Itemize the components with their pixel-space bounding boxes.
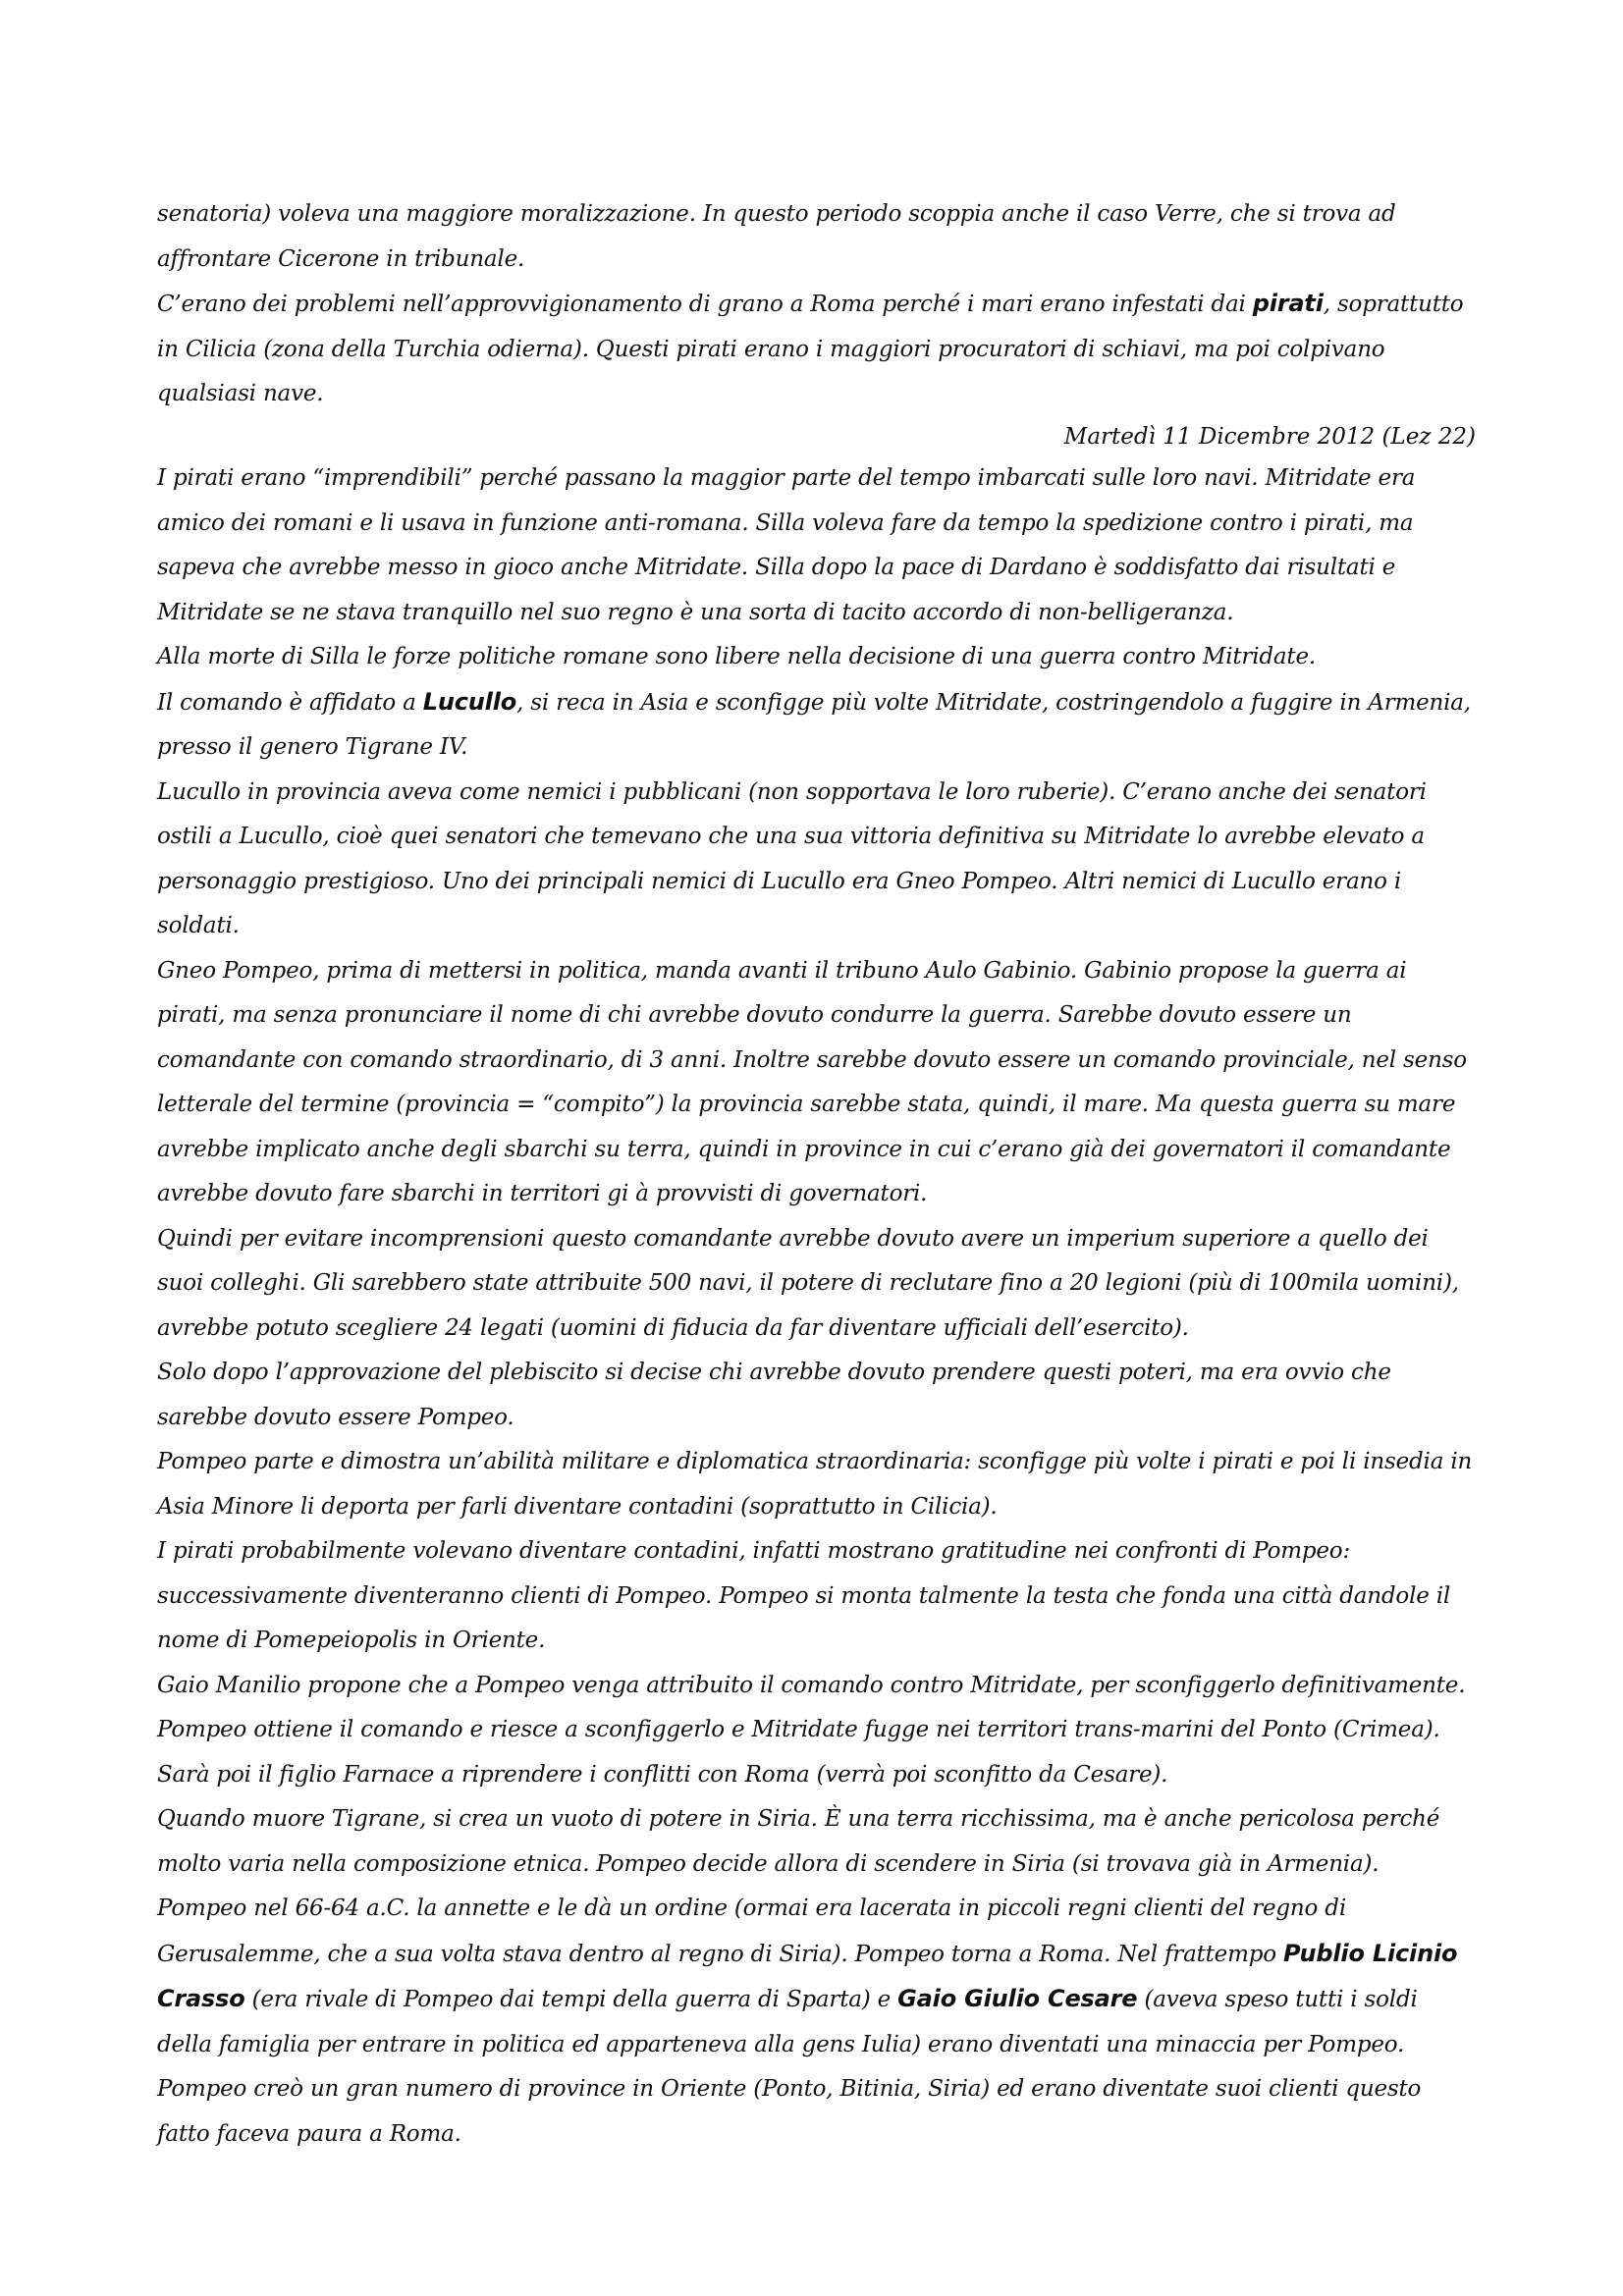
paragraph: Quindi per evitare incomprensioni questo comandante avrebbe dovuto avere un imperium superiore a quello dei suoi colleghi. Gli sarebbero state attribuite 500 navi, il potere di reclutare fino a 20 legioni (più di 100mila uomini), avrebbe potuto scegliere 24 legati (uomini di fiducia da far diventare ufficiali dell’esercito). [157,1225,1459,1341]
text-run: Quando muore Tigrane, si crea un vuoto di potere in Siria. È una terra ricchissima, ma è anche pericolosa perché molto varia nella composizione etnica. Pompeo decide allora di scendere in Siria (si trovava già in Armenia). Pompeo nel 66-64 a.C. la annette e le dà un ordine (ormai era lacerata in piccoli regni clienti del regno di Gerusalemme, che a sua volta stava dentro al regno di Siria). Pompeo torna a Roma. Nel frattempo [157,1806,1440,1967]
paragraph: Gaio Manilio propone che a Pompeo venga attribuito il comando contro Mitridate, per sconfiggerlo definitivamente. Pompeo ottiene il comando e riesce a sconfiggerlo e Mitridate fugge nei territori trans-marini del Ponto (Crimea). Sarà poi il figlio Farnace a riprendere i conflitti con Roma (verrà poi sconfitto da Cesare). [157,1672,1466,1788]
text-run: , si reca in Asia e sconfigge più volte Mitridate, costringendolo a fuggire in Armenia, presso il genero Tigrane IV. [157,689,1471,760]
paragraph: Pompeo parte e dimostra un’abilità militare e diplomatica straordinaria: sconfigge più volte i pirati e poi li insedia in Asia Minore li deporta per farli diventare contadini (soprattutto in Cilicia). [157,1449,1473,1520]
paragraph: I pirati probabilmente volevano diventare contadini, infatti mostrano gratitudine nei confronti di Pompeo: successivamente diventeranno clienti di Pompeo. Pompeo si monta talmente la testa che fonda una città dandole il nome di Pomepeiopolis in Oriente. [157,1538,1451,1653]
text-run: (era rivale di Pompeo dai tempi della guerra di Sparta) e [244,1987,898,2012]
bold-term: pirati [1252,290,1324,317]
paragraph [157,282,1473,417]
paragraph: I pirati erano “imprendibili” perché passano la maggior parte del tempo imbarcati sulle loro navi. Mitridate era amico dei romani e li usava in funzione anti-romana. Silla voleva fare da tempo la spedizione contro i pirati, ma sapeva che avrebbe messo in gioco anche Mitridate. Silla dopo la pace di Dardano è soddisfatto dai risultati e Mitridate se ne stava tranquillo nel suo regno è una sorta di tacito accordo di non-belligeranza. [157,465,1416,625]
paragraph: Alla morte di Silla le forze politiche romane sono libere nella decisione di una guerra contro Mitridate. [157,644,1316,669]
paragraph: Gneo Pompeo, prima di mettersi in politica, manda avanti il tribuno Aulo Gabinio. Gabinio propose la guerra ai pirati, ma senza pronunciare il nome di chi avrebbe dovuto condurre la guerra. Sarebbe dovuto essere un comandante con comando straordinario, di 3 anni. Inoltre sarebbe dovuto essere un comando provinciale, nel senso letterale del termine (provincia = “compito”) la provincia sarebbe stata, quindi, il mare. Ma questa guerra su mare avrebbe implicato anche degli sbarchi su terra, quindi in province in cui c’erano già dei governatori il comandante avrebbe dovuto fare sbarchi in territori gi à provvisti di governatori. [157,957,1467,1206]
text-run: (aveva speso tutti i soldi della famiglia per entrare in politica ed apparteneva alla gens Iulia) erano diventati una minaccia per Pompeo. [157,1987,1418,2057]
paragraph: Lucullo in provincia aveva come nemici i pubblicani (non sopportava le loro ruberie). C’erano anche dei senatori ostili a Lucullo, cioè quei senatori che temevano che una sua vittoria definitiva su Mitridate lo avrebbe elevato a personaggio prestigioso. Uno dei principali nemici di Lucullo era Gneo Pompeo. Altri nemici di Lucullo erano i soldati. [157,778,1427,938]
text-run: Il comando è affidato a [157,689,423,716]
lecture-date: Martedì 11 Dicembre 2012 (Lez 22) [1063,424,1476,450]
paragraph [157,1797,1473,2067]
bold-term: Gaio Giulio Cesare [897,1985,1138,2012]
main-text-block [157,456,1473,2157]
text-run: C’erano dei problemi nell’approvvigionamento di grano a Roma perché i mari erano infestati dai [157,292,1253,317]
paragraph: Pompeo creò un gran numero di province in Oriente (Ponto, Bitinia, Siria) ed erano diventate suoi clienti questo fatto faceva paura a Roma. [157,2076,1422,2147]
paragraph [157,680,1473,771]
bold-term: Lucullo [422,687,517,716]
bold-term: Publio Licinio Crasso [157,1939,1458,2012]
text-run: , soprattutto in Cilicia (zona della Turchia odierna). Questi pirati erano i maggiori procuratori di schiavi, ma poi colpivano qualsiasi nave. [157,292,1464,406]
top-text-block [157,192,1473,417]
paragraph: senatoria) voleva una maggiore moralizzazione. In questo periodo scoppia anche il caso Verre, che si trova ad affrontare Cicerone in tribunale. [157,201,1396,272]
paragraph: Solo dopo l’approvazione del plebiscito si decise chi avrebbe dovuto prendere questi poteri, ma era ovvio che sarebbe dovuto essere Pompeo. [157,1360,1391,1430]
